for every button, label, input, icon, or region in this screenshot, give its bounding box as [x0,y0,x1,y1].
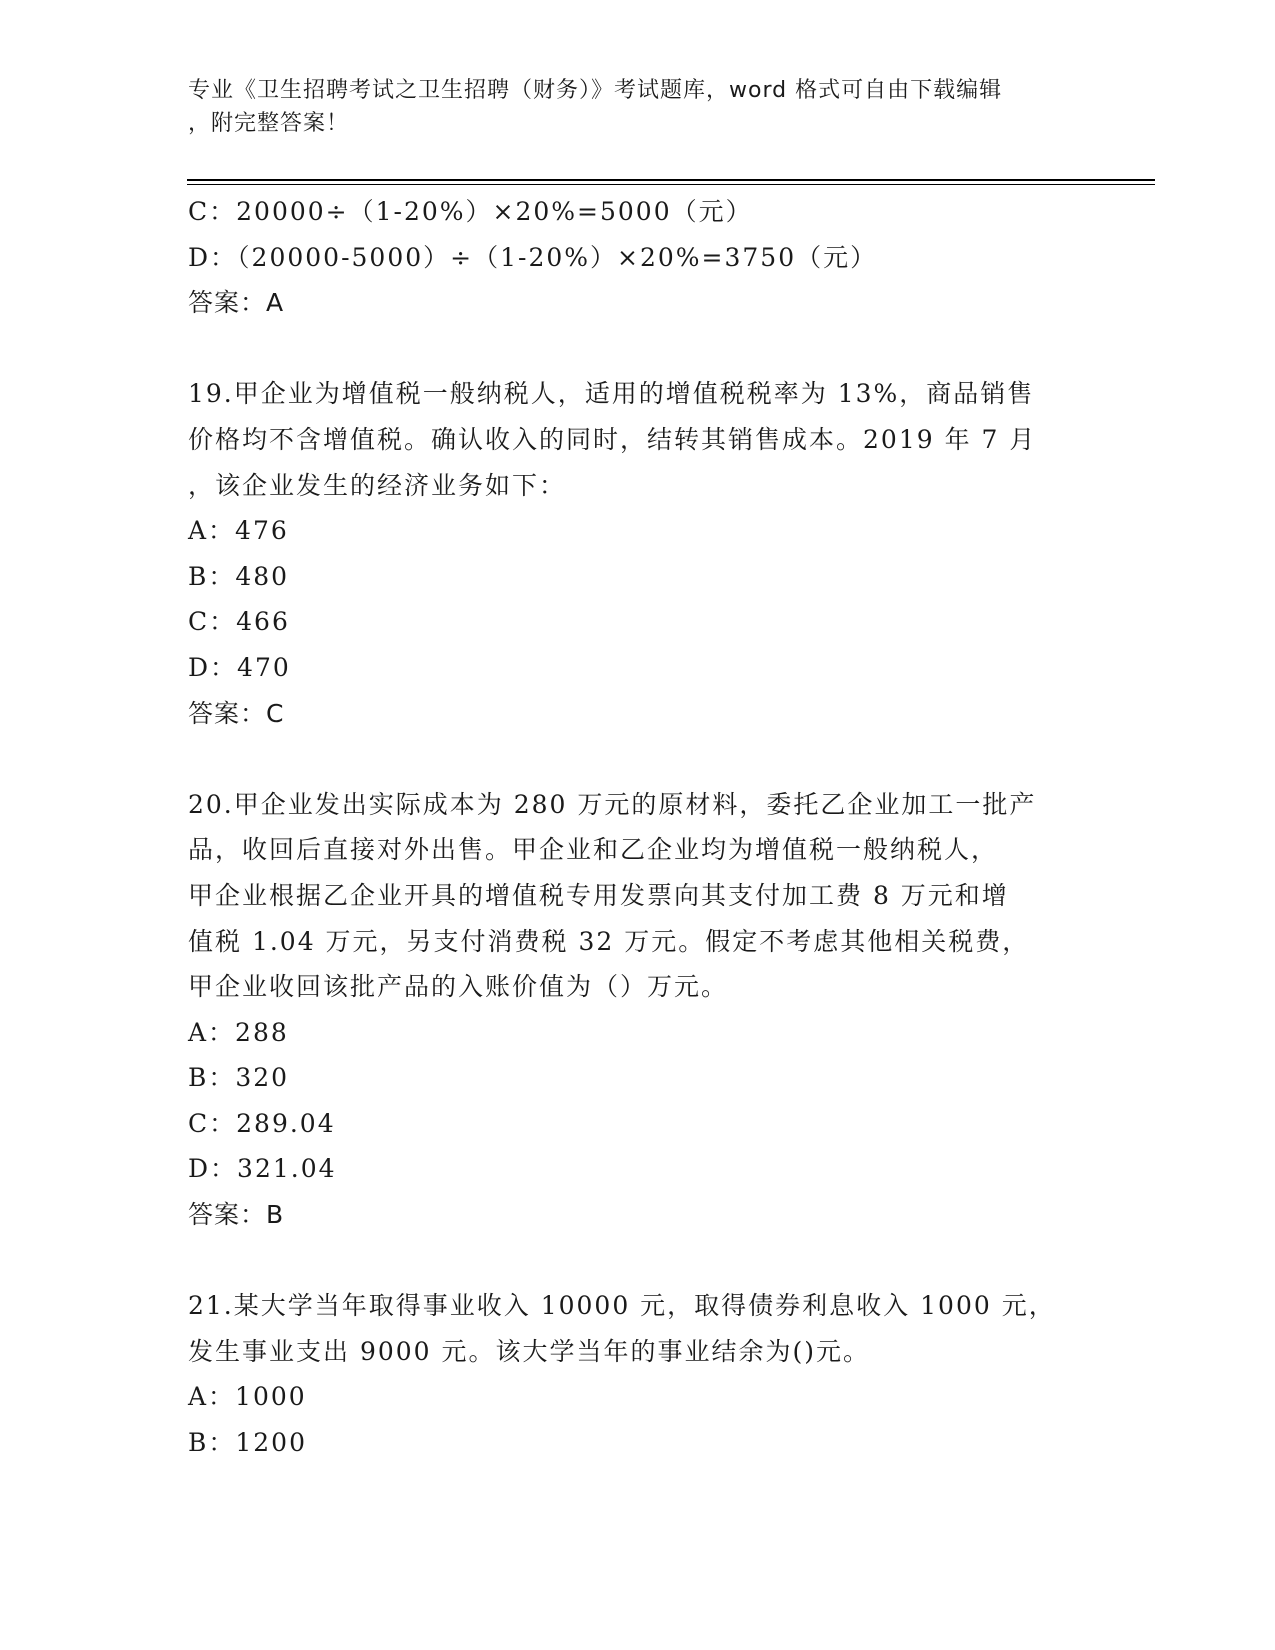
question-text-line: 值税 1.04 万元，另支付消费税 32 万元。假定不考虑其他相关税费， [188,926,1030,956]
document-body [188,189,1088,1466]
option-c: C：289.04 [188,1108,336,1138]
option-c: C：466 [188,607,290,637]
header-divider-thin [187,184,1155,185]
header-line-2: ，附完整答案！ [188,111,350,136]
question-text-line: 甲企业收回该批产品的入账价值为（）万元。 [188,972,729,1002]
option-a: A：1000 [188,1382,307,1412]
document-header [188,74,1068,140]
option-d: D：321.04 [188,1154,337,1184]
question-20 [188,782,1088,1238]
question-text-line: 21.某大学当年取得事业收入 10000 元，取得债券利息收入 1000 元， [188,1291,1056,1321]
answer: 答案：A [188,288,285,318]
option-b: B：320 [188,1063,290,1093]
prev-question [188,189,1088,326]
question-text-line: 20.甲企业发出实际成本为 280 万元的原材料，委托乙企业加工一批产 [188,789,1037,819]
option-b: B：1200 [188,1428,307,1458]
question-21 [188,1283,1088,1465]
header-divider-thick [187,179,1155,181]
question-text-line: 19.甲企业为增值税一般纳税人，适用的增值税税率为 13%，商品销售 [188,379,1035,409]
option-d: D：（20000-5000）÷（1-20%）×20%=3750（元） [188,242,878,272]
question-19 [188,371,1088,736]
option-a: A：476 [188,516,289,546]
header-line-1: 专业《卫生招聘考试之卫生招聘（财务）》考试题库，word 格式可自由下载编辑 [188,78,1003,103]
option-a: A：288 [188,1017,289,1047]
question-text-line: 发生事业支出 9000 元。该大学当年的事业结余为()元。 [188,1336,871,1366]
question-text-line: ，该企业发生的经济业务如下： [188,470,567,500]
question-text-line: 甲企业根据乙企业开具的增值税专用发票向其支付加工费 8 万元和增 [188,880,1009,910]
option-c: C：20000÷（1-20%）×20%=5000（元） [188,197,753,226]
answer: 答案：C [188,698,285,728]
option-d: D：470 [188,652,291,682]
spacer [188,326,1088,372]
question-text-line: 品，收回后直接对外出售。甲企业和乙企业均为增值税一般纳税人， [188,835,999,865]
answer: 答案：B [188,1200,285,1230]
spacer [188,1238,1088,1284]
spacer [188,736,1088,782]
option-b: B：480 [188,561,290,591]
question-text-line: 价格均不含增值税。确认收入的同时，结转其销售成本。2019 年 7 月 [188,424,1037,454]
